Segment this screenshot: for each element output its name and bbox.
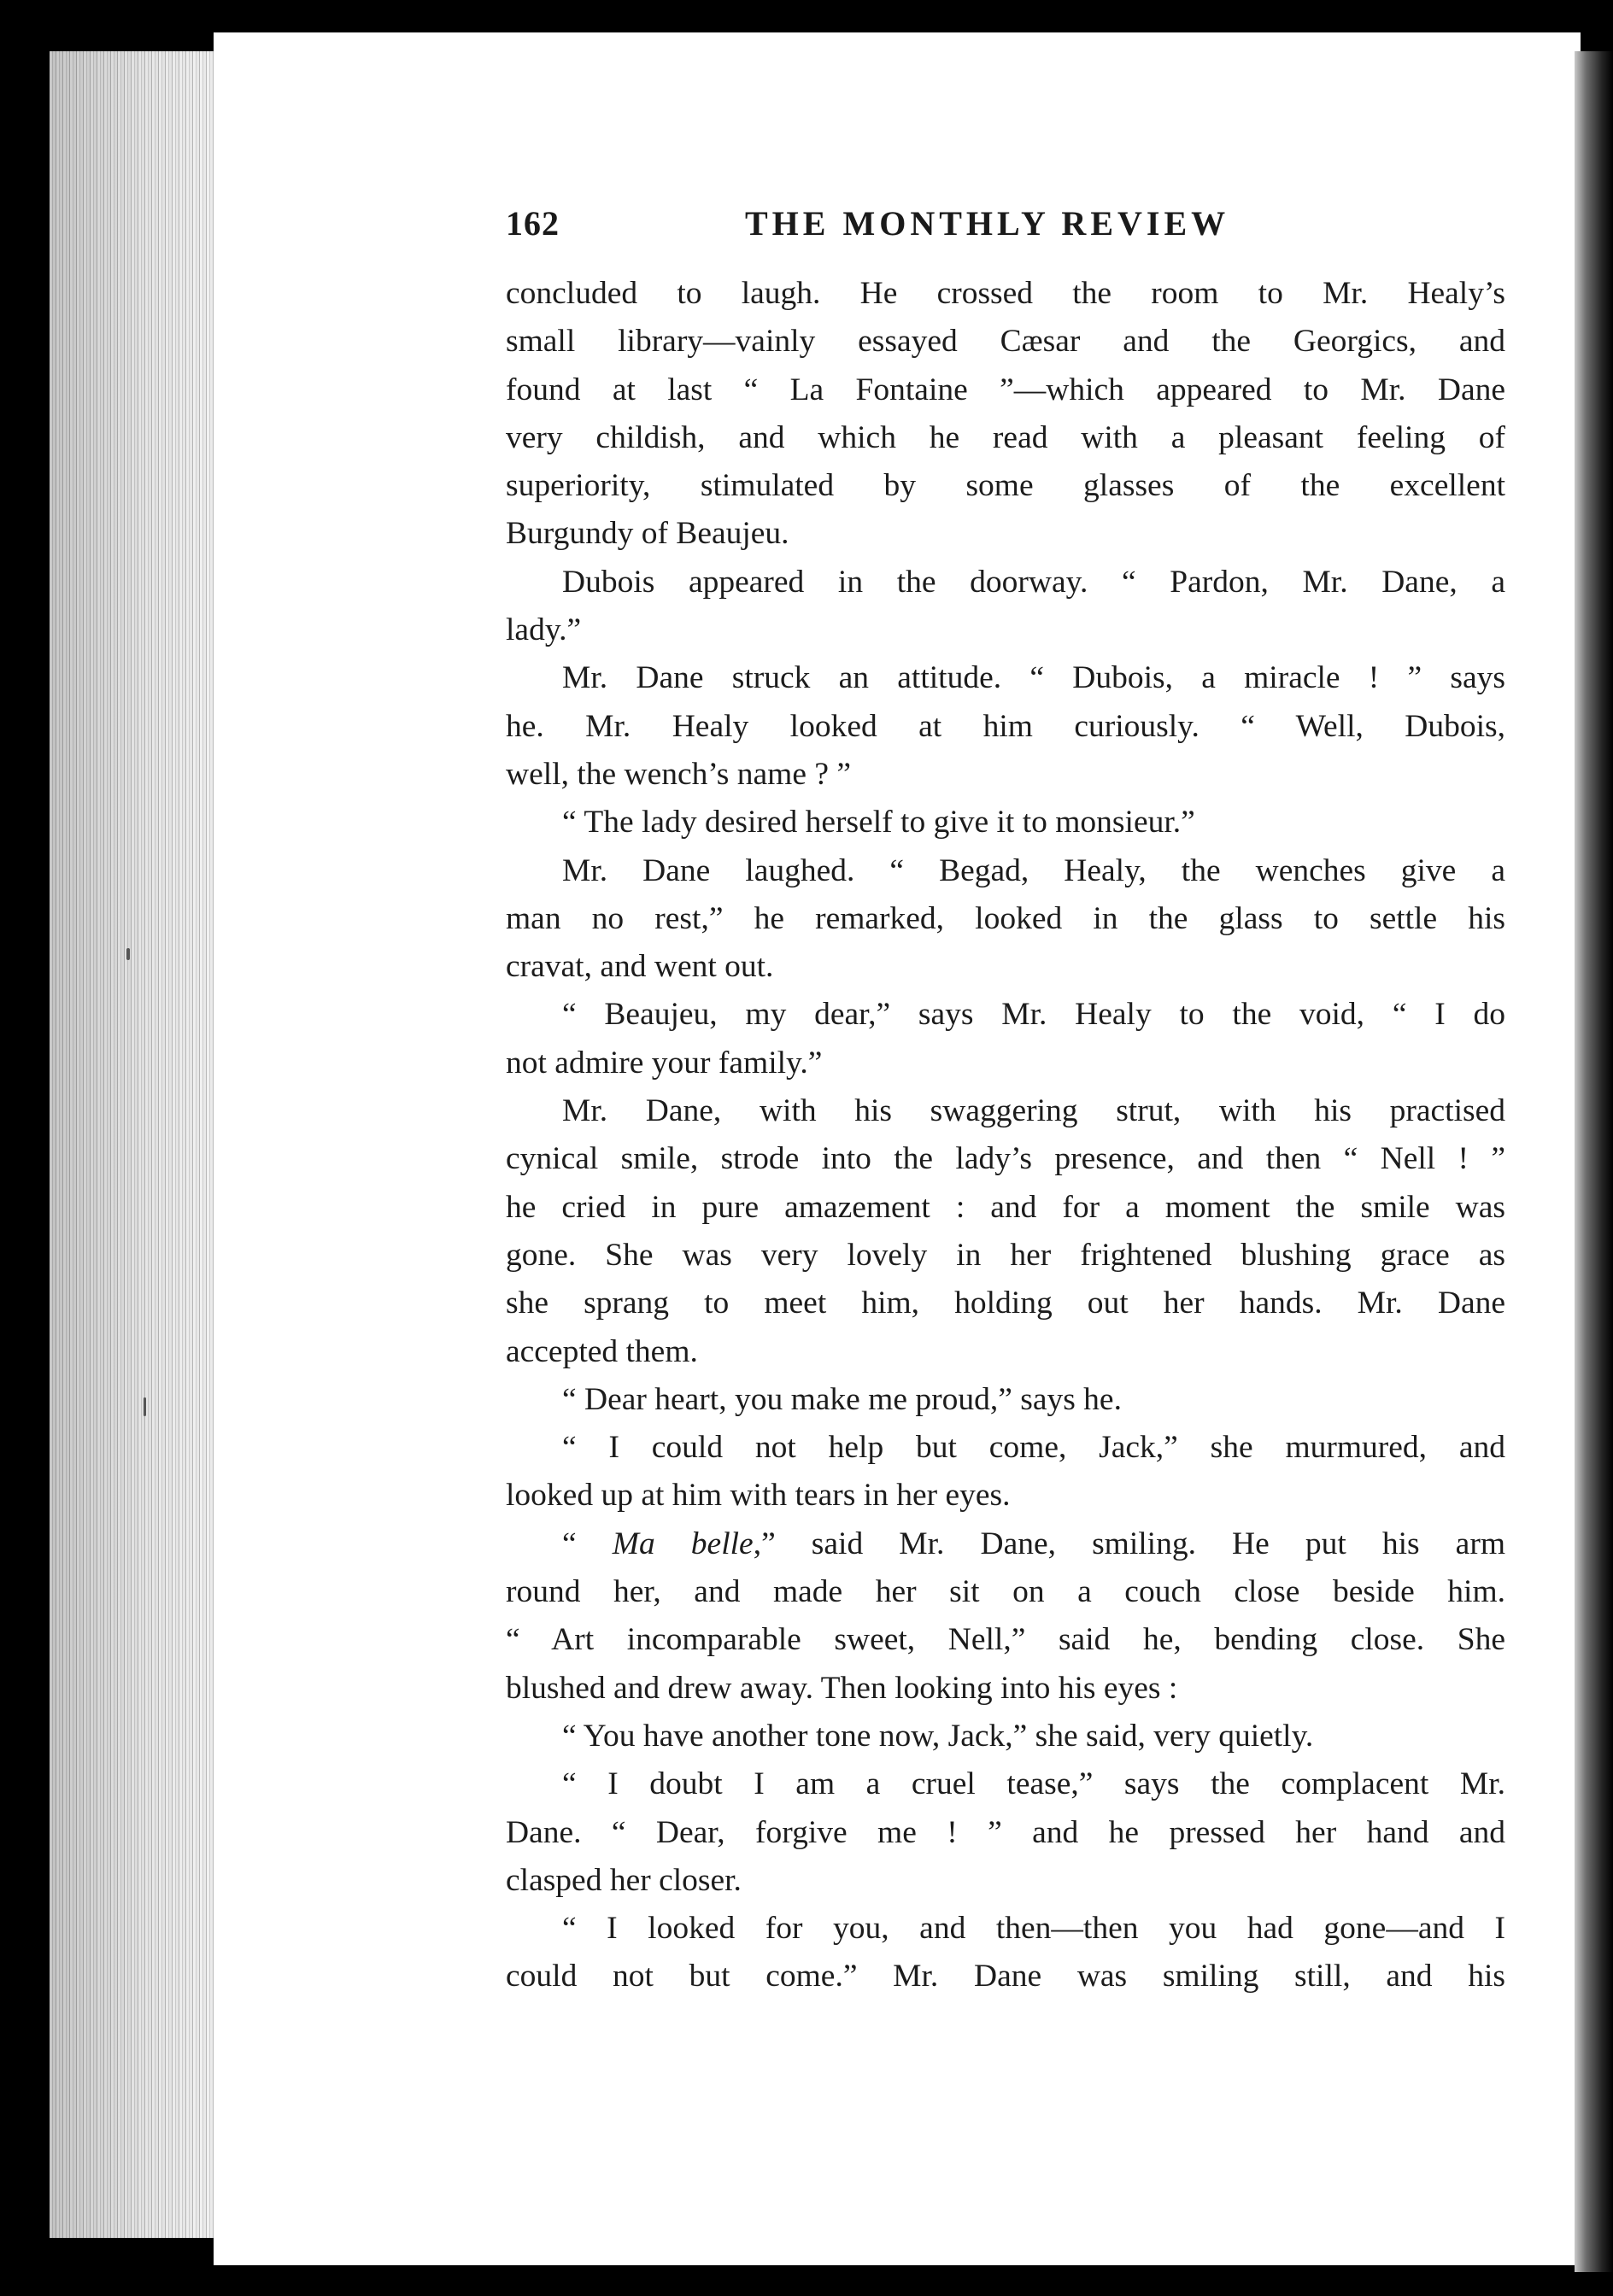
text-line: not admire your family.” xyxy=(506,1045,823,1081)
text-line: Mr. Dane struck an attitude. “ Dubois, a miracle ! ” says xyxy=(562,660,1505,696)
text-line: lady.” xyxy=(506,612,582,648)
text-line: cravat, and went out. xyxy=(506,949,774,985)
text-line: man no rest,” he remarked, looked in the glass to settle his xyxy=(506,900,1505,936)
text-line: clasped her closer. xyxy=(506,1862,742,1898)
page-mark xyxy=(144,1397,146,1416)
text-line: Mr. Dane, with his swaggering strut, with his practised xyxy=(562,1093,1505,1129)
running-head: THE MONTHLY REVIEW xyxy=(745,204,1230,243)
text-line: he. Mr. Healy looked at him curiously. “ Well, Dubois, xyxy=(506,708,1505,744)
text-line: Dubois appeared in the doorway. “ Pardon, Mr. Dane, a xyxy=(562,564,1505,600)
text-line: Burgundy of Beaujeu. xyxy=(506,516,789,552)
text-line: accepted them. xyxy=(506,1333,698,1369)
text-line: “ I doubt I am a cruel tease,” says the complacent Mr. xyxy=(562,1766,1505,1802)
text-line: “ I looked for you, and then—then you had gone—and I xyxy=(562,1911,1505,1947)
text-line: Mr. Dane laughed. “ Begad, Healy, the wenches give a xyxy=(562,852,1505,888)
text-line: gone. She was very lovely in her frightened blushing grace as xyxy=(506,1237,1505,1273)
page-mark xyxy=(126,948,130,960)
book-binding-shadow xyxy=(1575,51,1613,2272)
text-line: she sprang to meet him, holding out her hands. Mr. Dane xyxy=(506,1286,1505,1321)
text-line: he cried in pure amazement : and for a moment the smile was xyxy=(506,1189,1505,1225)
page-number: 162 xyxy=(506,204,560,243)
text-line: “ I could not help but come, Jack,” she murmured, and xyxy=(562,1430,1505,1466)
text-line: very childish, and which he read with a pleasant feeling of xyxy=(506,419,1505,455)
text-line: concluded to laugh. He crossed the room to Mr. Healy’s xyxy=(506,276,1505,311)
text-line: “ Ma belle,” said Mr. Dane, smiling. He put his arm xyxy=(562,1526,1505,1561)
text-line: found at last “ La Fontaine ”—which appeared to Mr. Dane xyxy=(506,372,1505,407)
text-line: small library—vainly essayed Cæsar and the Georgics, and xyxy=(506,324,1505,360)
text-line: “ You have another tone now, Jack,” she said, very quietly. xyxy=(562,1718,1314,1754)
text-line: cynical smile, strode into the lady’s presence, and then “ Nell ! ” xyxy=(506,1141,1505,1177)
text-line: “ Dear heart, you make me proud,” says he. xyxy=(562,1381,1122,1417)
text-line: Dane. “ Dear, forgive me ! ” and he pressed her hand and xyxy=(506,1814,1505,1850)
text-line: well, the wench’s name ? ” xyxy=(506,756,852,792)
text-line: blushed and drew away. Then looking into his eyes : xyxy=(506,1670,1178,1706)
text-line: looked up at him with tears in her eyes. xyxy=(506,1478,1011,1514)
text-line: could not but come.” Mr. Dane was smiling still, and his xyxy=(506,1959,1505,1994)
text-line: “ Beaujeu, my dear,” says Mr. Healy to the void, “ I do xyxy=(562,997,1505,1033)
text-line: superiority, stimulated by some glasses of the excellent xyxy=(506,468,1505,504)
text-line: “ The lady desired herself to give it to monsieur.” xyxy=(562,805,1195,840)
text-line: “ Art incomparable sweet, Nell,” said he, bending close. She xyxy=(506,1622,1505,1658)
text-line: round her, and made her sit on a couch close beside him. xyxy=(506,1574,1505,1610)
page-header xyxy=(506,203,1505,255)
body-text xyxy=(506,270,1505,2001)
